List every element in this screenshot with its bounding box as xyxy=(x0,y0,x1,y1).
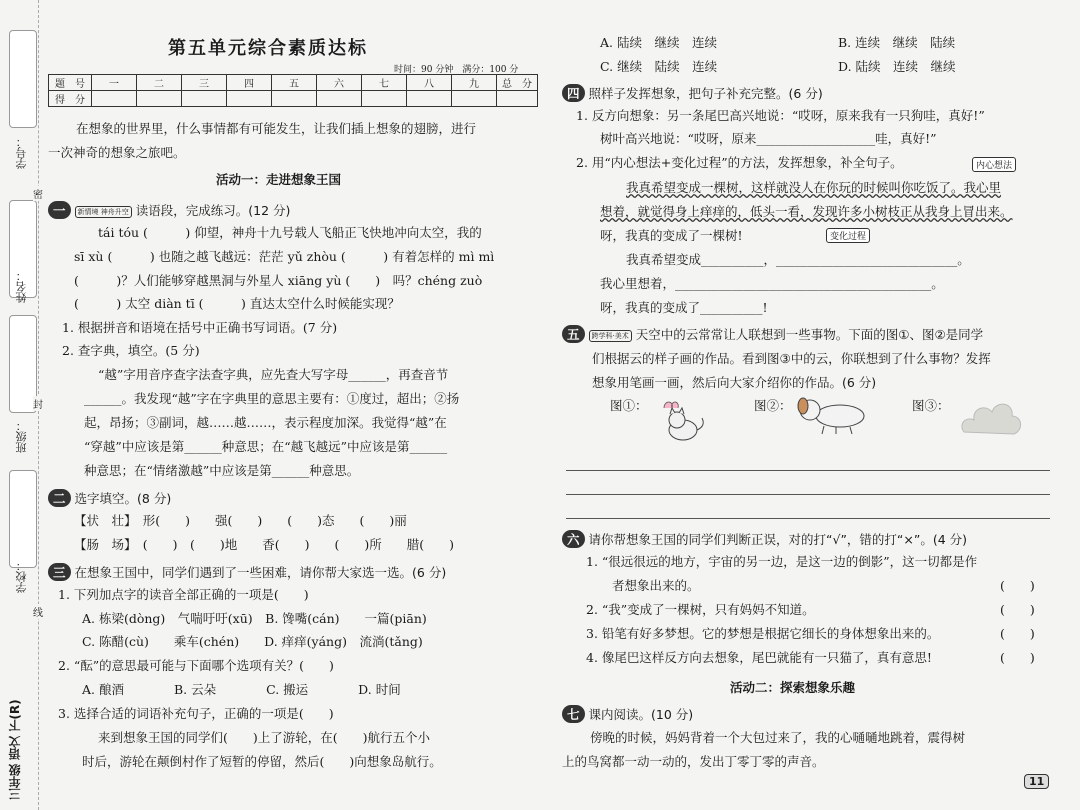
score-input[interactable] xyxy=(227,91,272,107)
fill-line: 我心里想着，_________________________________________。 xyxy=(600,276,944,291)
section-seven-heading xyxy=(562,705,693,723)
question-text: 2. 查字典，填空。(5 分) xyxy=(62,343,200,358)
fill-line: 呀，我真的变成了__________! xyxy=(600,300,768,315)
section-number: 四 xyxy=(562,84,585,102)
change-process-label: 变化过程 xyxy=(826,228,870,243)
inner-thought-label: 内心想法 xyxy=(972,157,1016,172)
option-c: C. 继续 陆续 连续 xyxy=(600,59,718,74)
judge-item: 2. “我”变成了一棵树，只有妈妈不知道。 xyxy=(586,602,815,617)
score-cell: 二 xyxy=(137,75,182,91)
section-title: 读语段，完成练习。(12 分) xyxy=(135,203,291,218)
score-row-label: 得 分 xyxy=(49,91,92,107)
char-choice-row: 【肠 场】 ( ) ( )地 香( ) ( )所 腊( ) xyxy=(74,537,455,552)
section-six-heading xyxy=(562,530,967,548)
school-label: 学校： xyxy=(15,560,28,593)
fill-line: 我真希望变成__________，_____________________________。 xyxy=(626,252,970,267)
class-label: 班级： xyxy=(15,420,28,453)
student-id-label: 学号： xyxy=(15,136,28,169)
score-cell: 三 xyxy=(182,75,227,91)
fill-line: 树叶高兴地说：“哎呀，原来___________________哇，真好!” xyxy=(600,131,937,146)
section-number: 五 xyxy=(562,325,585,343)
question-text: 3. 选择合适的词语补充句子，正确的一项是( ) xyxy=(58,706,334,721)
score-cell: 一 xyxy=(92,75,137,91)
section-title: 照样子发挥想象，把句子补充完整。(6 分) xyxy=(588,86,823,101)
question-text: 1. 下列加点字的读音全部正确的一项是( ) xyxy=(58,587,309,602)
seal-mark-feng: 封 xyxy=(33,396,43,411)
passage-line: ( )？人们能够穿越黑洞与外星人 xiāng yù ( ) 吗？chéng zuò xyxy=(74,273,483,288)
section-five-line: 们根据云的样子画的作品。看到图③中的云，你联想到了什么事物？发挥 xyxy=(592,351,991,366)
score-cell: 七 xyxy=(362,75,407,91)
answer-paren[interactable]: ( ) xyxy=(1000,602,1035,617)
intro-line: 一次神奇的想象之旅吧。 xyxy=(48,145,186,160)
context-tag: 新情境 神舟升空 xyxy=(75,206,132,218)
cross-subject-tag: 跨学科·美术 xyxy=(589,330,632,342)
score-cell: 题 号 xyxy=(49,75,92,91)
dictionary-line: 起，昂扬；③副词，越……越……，表示程度加深。我觉得“越”在 xyxy=(84,415,447,430)
section-title: 课内阅读。(10 分) xyxy=(588,707,694,722)
score-input[interactable] xyxy=(272,91,317,107)
score-input[interactable] xyxy=(317,91,362,107)
example-sentence: 呀，我真的变成了一棵树! xyxy=(600,228,743,243)
score-input[interactable] xyxy=(362,91,407,107)
score-input[interactable] xyxy=(407,91,452,107)
section-two-heading xyxy=(48,489,171,507)
grade-label: 三年级 语文 下(R) xyxy=(8,699,22,800)
section-title: 在想象王国中，同学们遇到了一些困难，请你帮大家选一选。(6 分) xyxy=(74,565,447,580)
score-input[interactable] xyxy=(92,91,137,107)
score-input-row xyxy=(49,91,538,107)
activity-two-heading: 活动二：探索想象乐趣 xyxy=(730,680,856,695)
score-cell: 六 xyxy=(317,75,362,91)
seal-mark-xian: 线 xyxy=(33,604,43,619)
example-sentence: 我真希望变成一棵树，这样就没人在你玩的时候叫你吃饭了。我心里 xyxy=(626,180,1002,195)
score-input[interactable] xyxy=(137,91,182,107)
dictionary-line: “越”字用音序查字法查字典，应先查大写字母______，再查音节 xyxy=(98,367,449,382)
option-line: A. 酿酒 B. 云朵 C. 搬运 D. 时间 xyxy=(82,682,401,697)
judge-item: 1. “很远很远的地方，宇宙的另一边，是这一边的倒影”，这一切都是作 xyxy=(586,554,978,569)
section-title: 天空中的云常常让人联想到一些事物。下面的图①、图②是同学 xyxy=(635,327,984,342)
answer-paren[interactable]: ( ) xyxy=(1000,578,1035,593)
score-input[interactable] xyxy=(497,91,538,107)
score-header-row xyxy=(49,75,538,91)
judge-item: 者想象出来的。 xyxy=(612,578,700,593)
score-input[interactable] xyxy=(452,91,497,107)
section-number: 三 xyxy=(48,563,71,581)
picture-label-1: 图①： xyxy=(610,398,648,413)
section-five-heading xyxy=(562,325,983,343)
passage-line: ( ) 太空 diàn tī ( ) 直达太空什么时候能实现？ xyxy=(74,296,400,311)
page-number: 11 xyxy=(1024,774,1049,789)
passage-line: sī xù ( ) 也随之越飞越远：茫茫 yǔ zhòu ( ) 有着怎样的 mì mì xyxy=(74,249,495,264)
score-cell: 总 分 xyxy=(497,75,538,91)
passage-line: tái tóu ( ) 仰望，神舟十九号载人飞船正飞快地冲向太空，我的 xyxy=(98,225,482,240)
section-five-line: 想象用笔画一画，然后向大家介绍你的作品。(6 分) xyxy=(592,375,877,390)
dictionary-line: ______。我发现“越”字在字典里的意思主要有：①度过，超出；②扬 xyxy=(84,391,460,406)
seal-mark-mi: 密 xyxy=(33,186,43,201)
section-one-heading xyxy=(48,201,290,219)
score-table xyxy=(48,74,538,107)
reading-line: 上的鸟窝都一动一动的，发出丁零丁零的声音。 xyxy=(562,754,825,769)
activity-one-heading: 活动一：走进想象王国 xyxy=(216,172,342,187)
example-sentence: 想着，就觉得身上痒痒的，低头一看，发现许多小树枝正从我身上冒出来。 xyxy=(600,204,1013,219)
school-box[interactable] xyxy=(9,470,37,568)
drawing-answer-line[interactable] xyxy=(566,494,1050,495)
question-text: 2. “酝”的意思最可能与下面哪个选项有关？( ) xyxy=(58,658,334,673)
section-title: 请你帮想象王国的同学们判断正误，对的打“√”，错的打“×”。(4 分) xyxy=(588,532,968,547)
answer-paren[interactable]: ( ) xyxy=(1000,650,1035,665)
drawing-answer-line[interactable] xyxy=(566,470,1050,471)
reading-line: 傍晚的时候，妈妈背着一个大包过来了，我的心嗵嗵地跳着，震得树 xyxy=(590,730,966,745)
option-line: C. 陈醋(cù) 乘车(chén) D. 痒痒(yáng) 流淌(tǎng) xyxy=(82,634,423,649)
option-b: B. 连续 继续 陆续 xyxy=(838,35,956,50)
section-three-heading xyxy=(48,563,446,581)
score-cell: 八 xyxy=(407,75,452,91)
question-text: 1. 根据拼音和语境在括号中正确书写词语。(7 分) xyxy=(62,320,338,335)
student-id-box[interactable] xyxy=(9,30,37,128)
section-number: 二 xyxy=(48,489,71,507)
judge-item: 3. 铅笔有好多梦想。它的梦想是根据它细长的身体想象出来的。 xyxy=(586,626,940,641)
score-cell: 四 xyxy=(227,75,272,91)
section-title: 选字填空。(8 分) xyxy=(74,491,172,506)
score-cell: 五 xyxy=(272,75,317,91)
score-cell: 九 xyxy=(452,75,497,91)
cloud-cat-picture xyxy=(654,396,712,446)
name-label: 姓名： xyxy=(15,270,28,303)
dictionary-line: 种意思；在“情绪激越”中应该是第______种意思。 xyxy=(84,463,360,478)
drawing-answer-line[interactable] xyxy=(566,518,1050,519)
option-line: A. 栋梁(dòng) 气喘吁吁(xū) B. 馋嘴(cán) 一篇(piān) xyxy=(82,611,427,626)
sentence-line: 来到想象王国的同学们( )上了游轮，在( )航行五个小 xyxy=(98,730,431,745)
example-line: 1. 反方向想象：另一条尾巴高兴地说：“哎呀，原来我有一只狗哇，真好!” xyxy=(576,108,985,123)
page-title: 第五单元综合素质达标 xyxy=(168,38,368,59)
section-four-heading xyxy=(562,84,823,102)
dictionary-line: “穿越”中应该是第______种意思；在“越飞越远”中应该是第______ xyxy=(84,439,448,454)
option-d: D. 陆续 连续 继续 xyxy=(838,59,956,74)
answer-paren[interactable]: ( ) xyxy=(1000,626,1035,641)
section-number: 六 xyxy=(562,530,585,548)
sentence-line: 时后，游轮在颠倒村作了短暂的停留，然后( )向想象岛航行。 xyxy=(82,754,442,769)
char-choice-row: 【状 壮】 形( ) 强( ) ( )态 ( )丽 xyxy=(74,513,407,528)
judge-item: 4. 像尾巴这样反方向去想象，尾巴就能有一只猫了，真有意思! xyxy=(586,650,932,665)
picture-label-3: 图③： xyxy=(912,398,950,413)
cloud-dog-picture xyxy=(792,396,872,436)
picture-label-2: 图②： xyxy=(754,398,792,413)
cloud-shape-picture xyxy=(956,394,1026,440)
exam-meta: 时间：90 分钟 满分：100 分 xyxy=(394,65,519,75)
question-text: 2. 用“内心想法+变化过程”的方法，发挥想象，补全句子。 xyxy=(576,155,903,170)
option-a: A. 陆续 继续 连续 xyxy=(600,35,717,50)
section-number: 一 xyxy=(48,201,71,219)
score-input[interactable] xyxy=(182,91,227,107)
intro-line: 在想象的世界里，什么事情都有可能发生，让我们插上想象的翅膀，进行 xyxy=(76,121,477,136)
section-number: 七 xyxy=(562,705,585,723)
